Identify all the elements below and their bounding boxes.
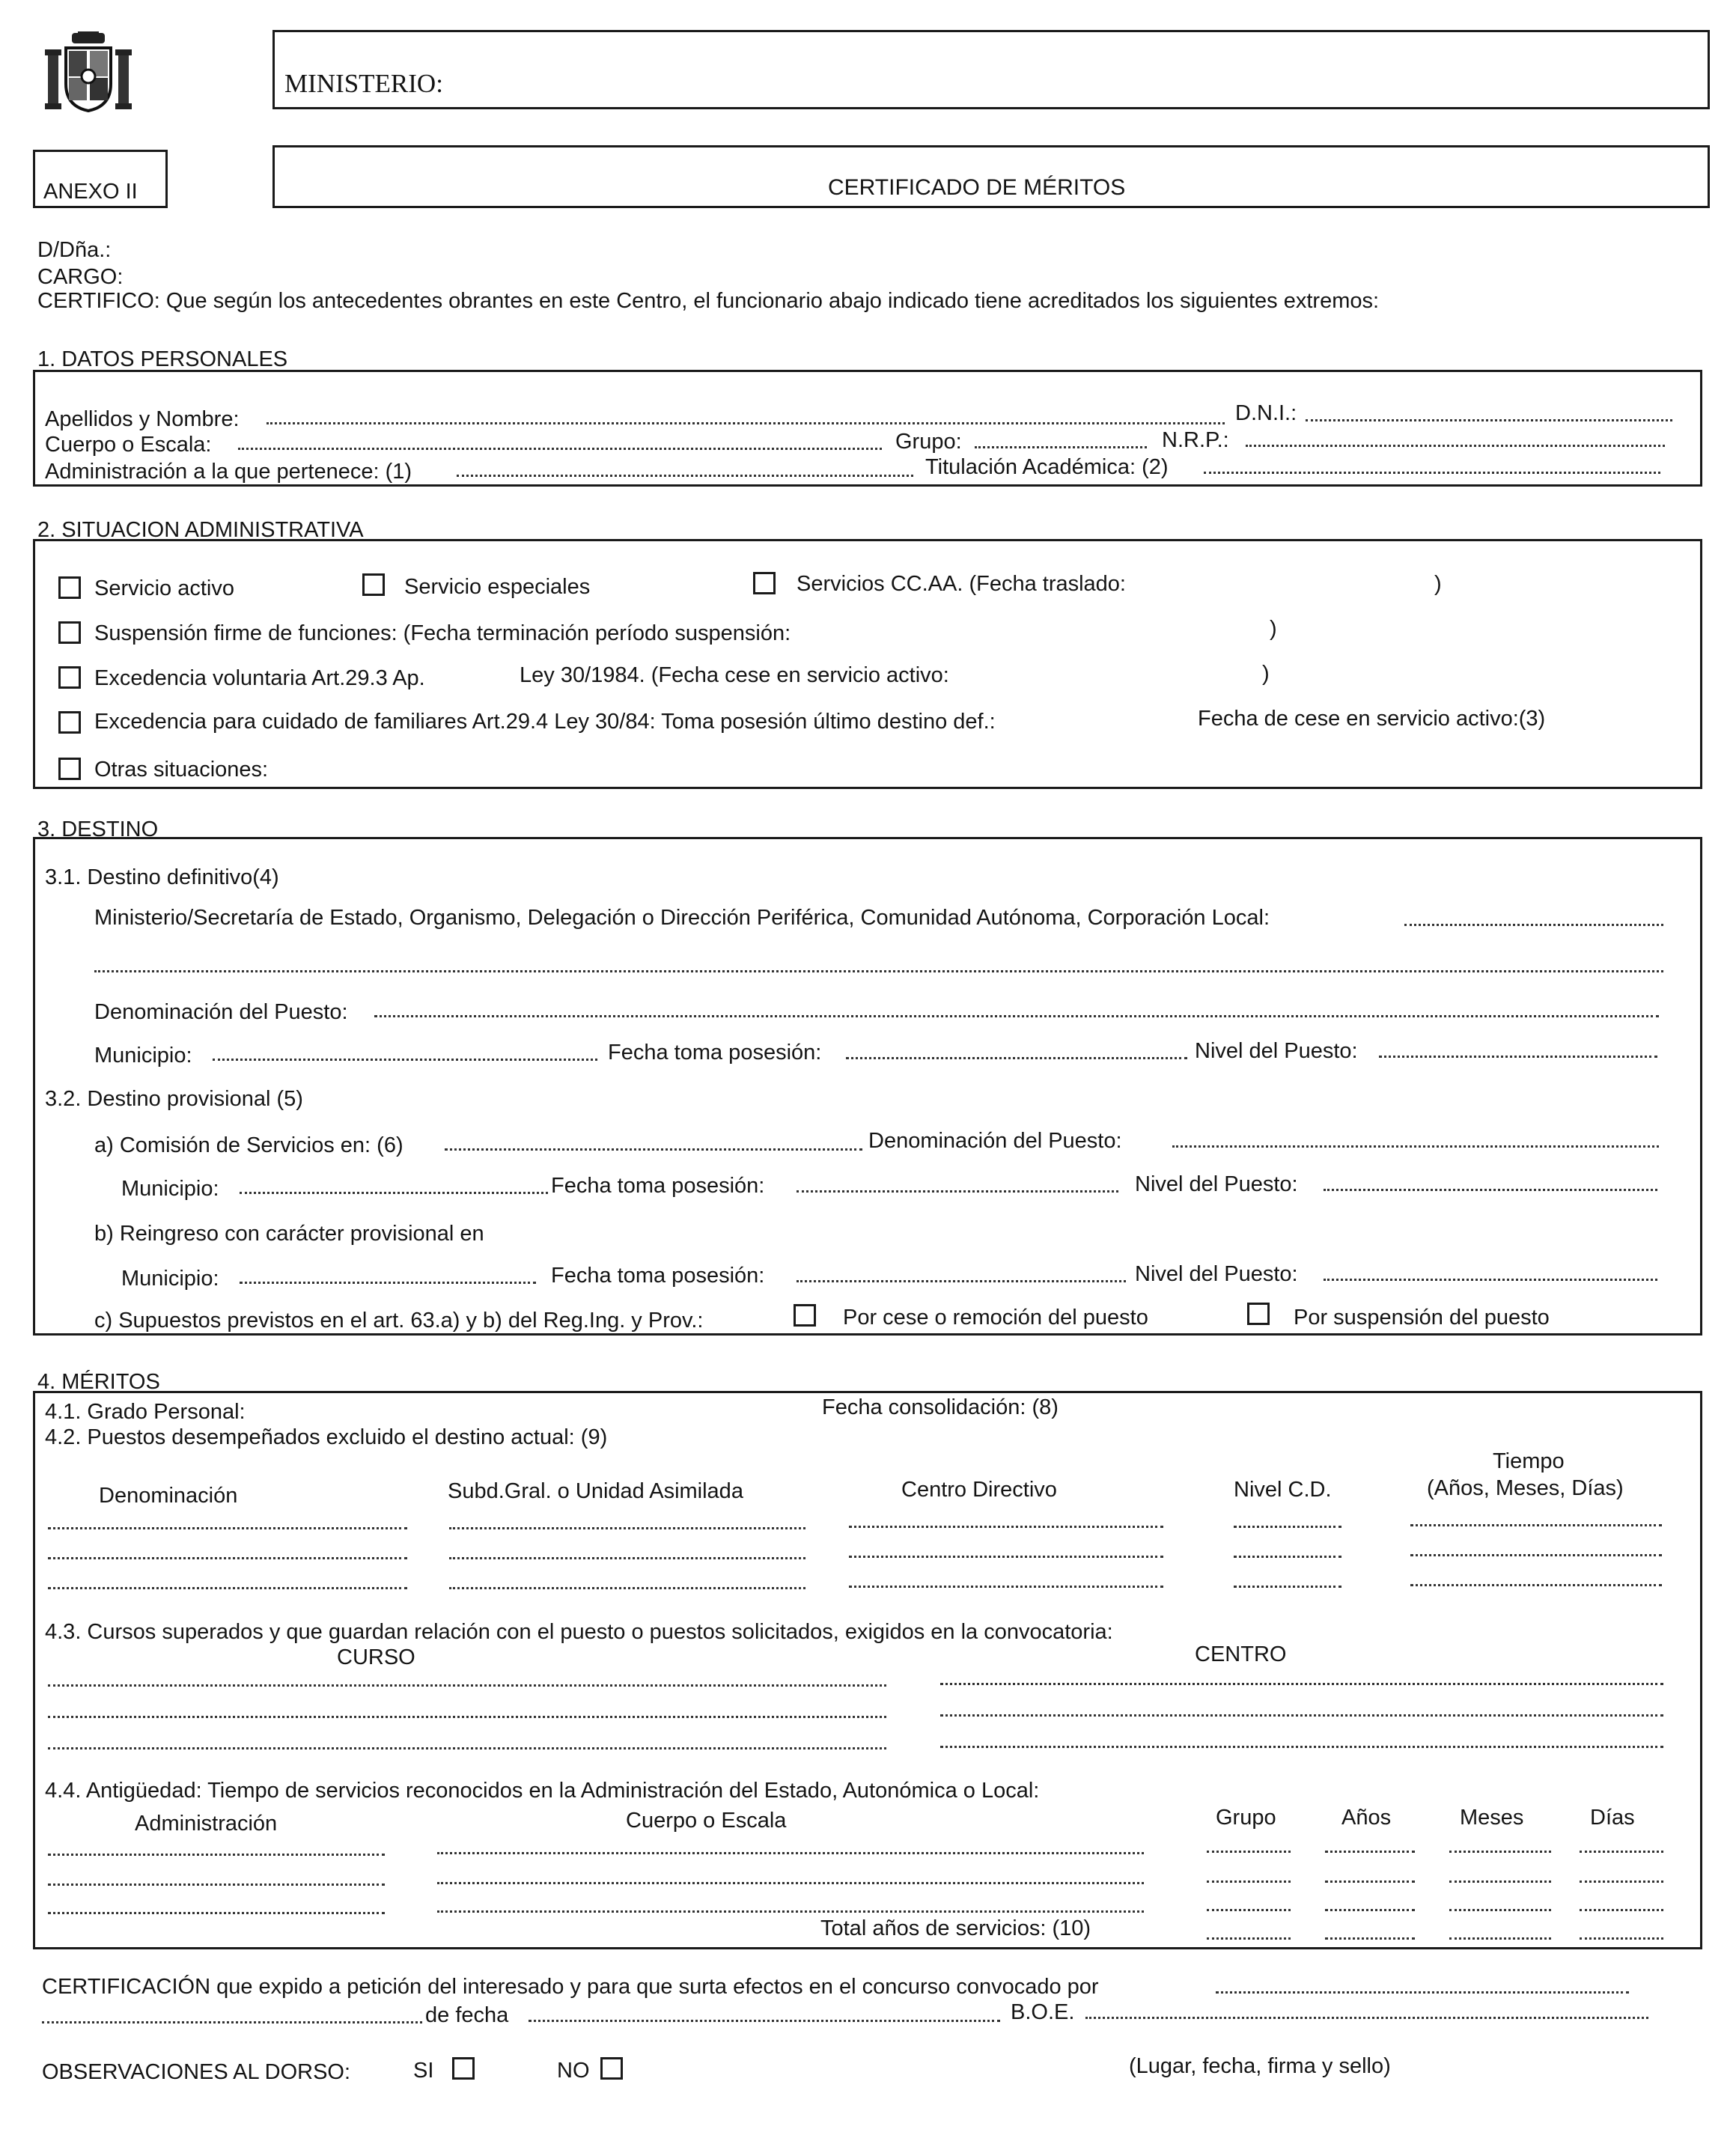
puestos-row-2-subd[interactable] xyxy=(449,1557,805,1559)
municipio-a-field[interactable] xyxy=(240,1192,548,1194)
grado-personal-label: 4.1. Grado Personal: xyxy=(45,1400,246,1424)
puestos-row-2-tiempo[interactable] xyxy=(1410,1554,1662,1556)
section-3-title: 3. DESTINO xyxy=(37,817,159,841)
puestos-row-1-denominacion[interactable] xyxy=(48,1527,407,1529)
titulacion-field[interactable] xyxy=(1204,472,1660,474)
col-curso-header: CURSO xyxy=(337,1645,415,1669)
cese-remocion-label: Por cese o remoción del puesto xyxy=(843,1306,1148,1330)
nivel-puesto-b-field[interactable] xyxy=(1324,1279,1657,1281)
reingreso-label: b) Reingreso con carácter provisional en xyxy=(94,1222,484,1246)
antiguedad-row-3-anos[interactable] xyxy=(1325,1909,1415,1911)
ministerio-label: MINISTERIO: xyxy=(284,69,443,98)
antiguedad-row-1-grupo[interactable] xyxy=(1207,1851,1291,1853)
municipio-a-label: Municipio: xyxy=(121,1177,219,1201)
antiguedad-row-2-grupo[interactable] xyxy=(1207,1880,1291,1883)
antiguedad-row-3-dias[interactable] xyxy=(1580,1909,1663,1911)
cursos-row-2-centro[interactable] xyxy=(940,1714,1663,1717)
puestos-row-2-denominacion[interactable] xyxy=(48,1557,407,1559)
puestos-row-3-nivel[interactable] xyxy=(1234,1586,1341,1588)
convocatoria-field[interactable] xyxy=(42,2021,422,2023)
puestos-row-2-centro[interactable] xyxy=(849,1556,1163,1558)
fecha-toma-a-field[interactable] xyxy=(797,1190,1118,1193)
puestos-row-3-subd[interactable] xyxy=(449,1587,805,1589)
checkbox-excedencia-voluntaria[interactable] xyxy=(58,666,81,689)
boe-field[interactable] xyxy=(1085,2017,1648,2019)
denominacion-puesto-2-label: Denominación del Puesto: xyxy=(868,1129,1122,1153)
apellidos-label: Apellidos y Nombre: xyxy=(45,407,240,431)
nrp-label: N.R.P.: xyxy=(1162,428,1229,452)
checkbox-por-suspension[interactable] xyxy=(1247,1303,1270,1325)
antiguedad-row-2-anos[interactable] xyxy=(1325,1880,1415,1883)
fecha-toma-field[interactable] xyxy=(846,1057,1187,1059)
section-4-box xyxy=(33,1391,1702,1949)
puestos-row-1-nivel[interactable] xyxy=(1234,1526,1341,1528)
dni-label: D.N.I.: xyxy=(1235,401,1297,425)
fecha-cese-label: Fecha de cese en servicio activo:(3) xyxy=(1198,707,1546,731)
dni-field[interactable] xyxy=(1306,419,1672,421)
antiguedad-row-1-admin[interactable] xyxy=(48,1854,385,1856)
page-title: CERTIFICADO DE MÉRITOS xyxy=(828,175,1126,200)
antiguedad-row-1-meses[interactable] xyxy=(1449,1851,1551,1853)
col-anos-header: Años xyxy=(1341,1806,1392,1830)
antiguedad-row-3-grupo[interactable] xyxy=(1207,1909,1291,1911)
denominacion-puesto-field[interactable] xyxy=(374,1015,1659,1017)
ministerio-organismo-field[interactable] xyxy=(1404,924,1663,926)
col-cuerpo-escala-header: Cuerpo o Escala xyxy=(626,1809,787,1833)
si-label: SI xyxy=(413,2059,434,2083)
antiguedad-row-3-meses[interactable] xyxy=(1449,1909,1551,1911)
cursos-row-2-curso[interactable] xyxy=(48,1716,886,1718)
col-dias-header: Días xyxy=(1590,1806,1635,1830)
de-fecha-label: de fecha xyxy=(425,2003,509,2027)
col-subd-header: Subd.Gral. o Unidad Asimilada xyxy=(448,1479,743,1503)
checkbox-servicio-activo[interactable] xyxy=(58,576,81,599)
antiguedad-row-1-cuerpo[interactable] xyxy=(437,1852,1144,1854)
nrp-field[interactable] xyxy=(1246,445,1665,447)
cargo-label: CARGO: xyxy=(37,265,124,289)
checkbox-servicios-ccaa[interactable] xyxy=(753,572,776,594)
servicio-activo-label: Servicio activo xyxy=(94,576,234,600)
fecha-toma-b-label: Fecha toma posesión: xyxy=(551,1264,765,1288)
cursos-row-1-curso[interactable] xyxy=(48,1684,886,1687)
nivel-puesto-field[interactable] xyxy=(1379,1056,1657,1058)
total-row-anos[interactable] xyxy=(1325,1937,1415,1940)
grupo-label: Grupo: xyxy=(895,430,962,454)
col-grupo-header: Grupo xyxy=(1216,1806,1276,1830)
anexo-label: ANEXO II xyxy=(43,180,138,204)
grupo-field[interactable] xyxy=(975,446,1147,448)
puestos-desempenados-label: 4.2. Puestos desempeñados excluido el destino actual: (9) xyxy=(45,1425,608,1449)
fecha-toma-label: Fecha toma posesión: xyxy=(608,1041,822,1065)
antiguedad-row-1-dias[interactable] xyxy=(1580,1851,1663,1853)
cursos-row-3-centro[interactable] xyxy=(940,1746,1663,1748)
suspension-label: Suspensión firme de funciones: (Fecha terminación período suspensión: xyxy=(94,621,791,645)
observaciones-label: OBSERVACIONES AL DORSO: xyxy=(42,2060,351,2084)
nivel-puesto-label: Nivel del Puesto: xyxy=(1195,1039,1358,1063)
servicios-ccaa-label: Servicios CC.AA. (Fecha traslado: xyxy=(797,572,1126,596)
dona-label: D/Dña.: xyxy=(37,238,112,262)
antiguedad-row-1-anos[interactable] xyxy=(1325,1851,1415,1853)
col-nivel-cd-header: Nivel C.D. xyxy=(1234,1478,1332,1502)
total-row-grupo[interactable] xyxy=(1207,1937,1291,1940)
comision-label: a) Comisión de Servicios en: (6) xyxy=(94,1133,403,1157)
checkbox-servicio-especiales[interactable] xyxy=(362,573,385,596)
fecha-toma-b-field[interactable] xyxy=(797,1280,1126,1282)
firma-label: (Lugar, fecha, firma y sello) xyxy=(1129,2054,1391,2078)
no-label: NO xyxy=(557,2059,590,2083)
col-centro-directivo-header: Centro Directivo xyxy=(901,1478,1057,1502)
ley-close: ) xyxy=(1262,662,1270,686)
total-anos-label: Total años de servicios: (10) xyxy=(820,1916,1091,1940)
antiguedad-row-3-cuerpo[interactable] xyxy=(437,1910,1144,1913)
puestos-row-3-tiempo[interactable] xyxy=(1410,1584,1662,1586)
excedencia-voluntaria-label: Excedencia voluntaria Art.29.3 Ap. xyxy=(94,666,425,690)
concurso-field[interactable] xyxy=(1216,1991,1629,1994)
checkbox-cese-remocion[interactable] xyxy=(794,1304,816,1327)
checkbox-otras-situaciones[interactable] xyxy=(58,758,81,780)
checkbox-no[interactable] xyxy=(600,2057,623,2080)
antiguedad-row-2-admin[interactable] xyxy=(48,1883,385,1886)
destino-definitivo-label: 3.1. Destino definitivo(4) xyxy=(45,865,279,889)
section-4-title: 4. MÉRITOS xyxy=(37,1370,160,1394)
ministerio-organismo-label: Ministerio/Secretaría de Estado, Organismo, Delegación o Dirección Periférica, Comunidad Autónoma, Corporación Local: xyxy=(94,906,1270,930)
municipio-field[interactable] xyxy=(213,1059,597,1061)
puestos-row-3-centro[interactable] xyxy=(849,1586,1163,1588)
total-row-meses[interactable] xyxy=(1449,1937,1551,1940)
puestos-row-3-denominacion[interactable] xyxy=(48,1587,407,1589)
puestos-row-1-centro[interactable] xyxy=(849,1526,1163,1528)
servicios-ccaa-close: ) xyxy=(1434,572,1442,596)
section-1-title: 1. DATOS PERSONALES xyxy=(37,347,288,371)
de-fecha-field[interactable] xyxy=(529,2020,1000,2022)
col-centro-header: CENTRO xyxy=(1195,1642,1287,1666)
col-denominacion-header: Denominación xyxy=(99,1484,238,1508)
cuerpo-label: Cuerpo o Escala: xyxy=(45,433,212,457)
cuerpo-field[interactable] xyxy=(238,448,882,450)
certificacion-text: CERTIFICACIÓN que expido a petición del interesado y para que surta efectos en el concurso convocado por xyxy=(42,1975,1099,1999)
antiguedad-row-3-admin[interactable] xyxy=(48,1912,385,1914)
administracion-label: Administración a la que pertenece: (1) xyxy=(45,460,412,484)
checkbox-suspension[interactable] xyxy=(58,621,81,644)
boe-label: B.O.E. xyxy=(1011,2000,1075,2024)
puestos-row-2-nivel[interactable] xyxy=(1234,1556,1341,1558)
apellidos-field[interactable] xyxy=(267,422,1225,424)
otras-situaciones-label: Otras situaciones: xyxy=(94,758,269,782)
municipio-label: Municipio: xyxy=(94,1044,192,1068)
antiguedad-row-2-dias[interactable] xyxy=(1580,1880,1663,1883)
spain-coat-of-arms-emblem xyxy=(43,31,133,114)
col-administracion-header: Administración xyxy=(135,1812,278,1836)
servicio-especiales-label: Servicio especiales xyxy=(404,575,591,599)
checkbox-excedencia-cuidado[interactable] xyxy=(58,711,81,734)
col-tiempo-header: Tiempo xyxy=(1493,1449,1565,1473)
antiguedad-row-2-meses[interactable] xyxy=(1449,1880,1551,1883)
comision-field[interactable] xyxy=(445,1148,862,1151)
col-meses-header: Meses xyxy=(1460,1806,1524,1830)
total-row-dias[interactable] xyxy=(1580,1937,1663,1940)
destino-provisional-label: 3.2. Destino provisional (5) xyxy=(45,1087,303,1111)
titulacion-label: Titulación Académica: (2) xyxy=(925,455,1169,479)
suspension-close: ) xyxy=(1270,617,1277,641)
cursos-row-3-curso[interactable] xyxy=(48,1747,886,1749)
puestos-row-1-tiempo[interactable] xyxy=(1410,1524,1662,1526)
denominacion-puesto-2-field[interactable] xyxy=(1172,1145,1659,1148)
municipio-b-field[interactable] xyxy=(240,1282,536,1284)
ley-30-1984-label: Ley 30/1984. (Fecha cese en servicio activo: xyxy=(520,663,949,687)
excedencia-cuidado-label: Excedencia para cuidado de familiares Art.29.4 Ley 30/84: Toma posesión último destino def.: xyxy=(94,710,996,734)
puestos-row-1-subd[interactable] xyxy=(449,1527,805,1529)
section-2-title: 2. SITUACION ADMINISTRATIVA xyxy=(37,518,364,542)
fecha-toma-a-label: Fecha toma posesión: xyxy=(551,1174,765,1198)
municipio-b-label: Municipio: xyxy=(121,1267,219,1291)
supuestos-label: c) Supuestos previstos en el art. 63.a) y b) del Reg.Ing. y Prov.: xyxy=(94,1309,704,1333)
certifico-text: CERTIFICO: Que según los antecedentes obrantes en este Centro, el funcionario abajo indicado tiene acreditados los siguientes extremos: xyxy=(37,289,1380,313)
denominacion-puesto-label: Denominación del Puesto: xyxy=(94,1000,348,1024)
fecha-consolidacion-label: Fecha consolidación: (8) xyxy=(822,1395,1059,1419)
antiguedad-row-2-cuerpo[interactable] xyxy=(437,1882,1144,1884)
antiguedad-label: 4.4. Antigüedad: Tiempo de servicios reconocidos en la Administración del Estado, Autonómica o Local: xyxy=(45,1779,1040,1803)
administracion-field[interactable] xyxy=(457,475,913,477)
ministerio-organismo-field-2[interactable] xyxy=(94,970,1663,972)
nivel-puesto-a-label: Nivel del Puesto: xyxy=(1135,1172,1298,1196)
por-suspension-label: Por suspensión del puesto xyxy=(1294,1306,1550,1330)
nivel-puesto-b-label: Nivel del Puesto: xyxy=(1135,1262,1298,1286)
cursos-label: 4.3. Cursos superados y que guardan relación con el puesto o puestos solicitados, exigidos en la convocatoria: xyxy=(45,1620,1113,1644)
nivel-puesto-a-field[interactable] xyxy=(1324,1189,1657,1191)
ministerio-box[interactable] xyxy=(272,30,1710,109)
col-tiempo-sub-header: (Años, Meses, Días) xyxy=(1427,1476,1624,1500)
checkbox-si[interactable] xyxy=(452,2057,475,2080)
cursos-row-1-centro[interactable] xyxy=(940,1683,1663,1685)
